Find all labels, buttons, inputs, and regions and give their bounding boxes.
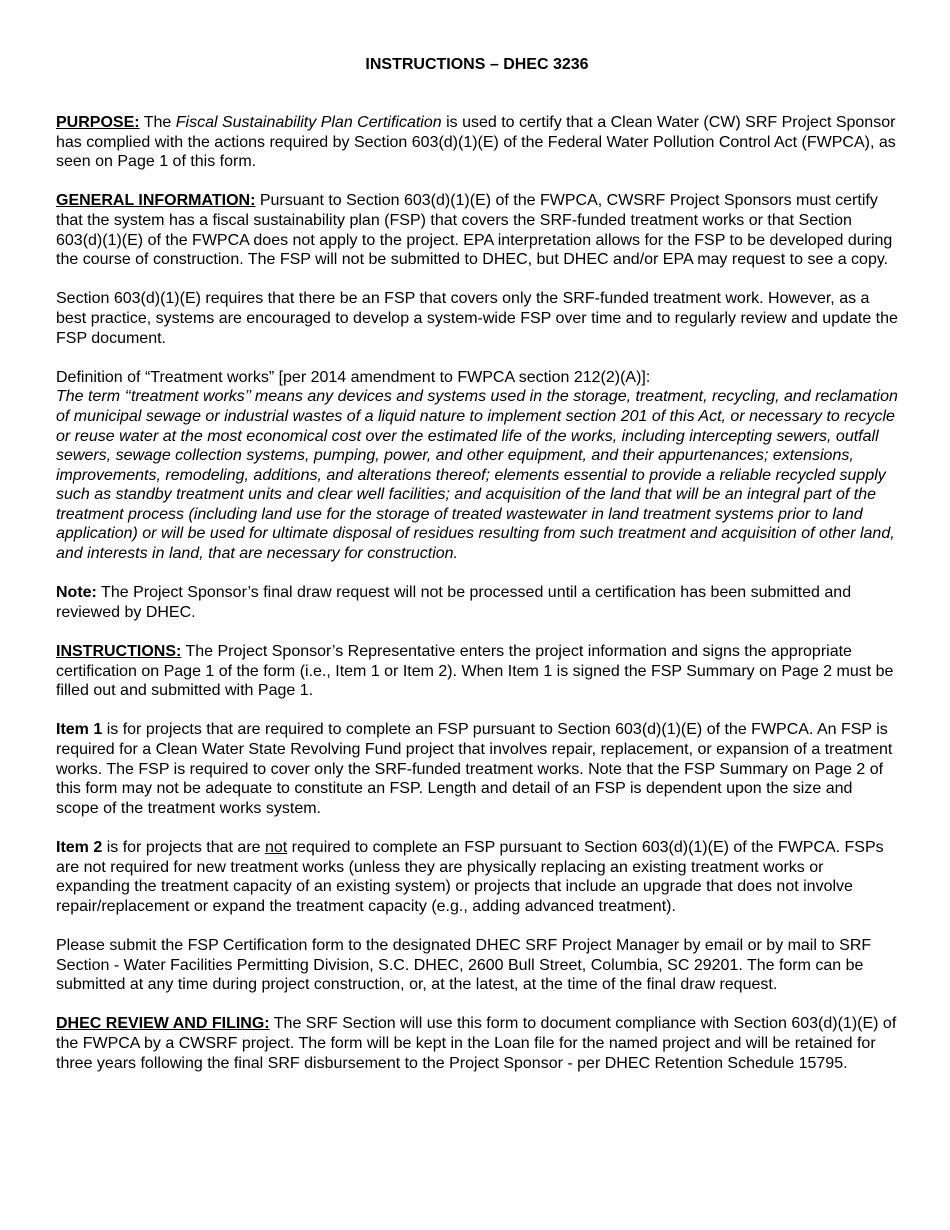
definition-intro: Definition of “Treatment works” [per 2014 amendment to FWPCA section 212(2)(A)]:: [56, 368, 651, 386]
item2-not: not: [264, 838, 288, 856]
note-label: Note:: [56, 584, 97, 602]
purpose-label: PURPOSE:: [56, 114, 140, 131]
definition-text: The term ‘‘treatment works’’ means any devices and systems used in the storage, treatment, recycling, and reclamation of municipal sewage or industrial wastes of a liquid nature to implement section 201 of this Act, or necessary to recycle or reuse water at the most economical cost over the estimated life of the works, including intercepting sewers, outfall sewers, sewage collection systems, pumping, power, and other equipment, and their appurtenances; extensions, improvements, remodeling, additions, and alterations thereof; elements essential to provide a reliable recycled supply such as standby treatment units and clear well facilities; and acquisition of the land that will be an integral part of the treatment process (including land use for the storage of treated wastewater in land treatment systems prior to land application) or will be used for ultimate disposal of residues resulting from such treatment and acquisition of other land, and interests in land, that are necessary for construction.: [56, 388, 898, 563]
instructions-text: The Project Sponsor’s Representative enters the project information and signs the appropriate certification on Page 1 of the form (i.e., Item 1 or Item 2). When Item 1 is signed the FSP Summary on Page 2 must be filled out and submitted with Page 1.: [56, 643, 894, 700]
document-title: INSTRUCTIONS – DHEC 3236: [365, 56, 589, 73]
note-text: The Project Sponsor’s final draw request will not be processed until a certification has been submitted and reviewed by DHEC.: [56, 584, 852, 621]
purpose-form-name: Fiscal Sustainability Plan Certification: [175, 114, 442, 131]
item2-pre: is for projects that are: [102, 838, 265, 856]
section-paragraph: Section 603(d)(1)(E) requires that there be an FSP that covers only the SRF-funded treatment work. However, as a best practice, systems are encouraged to develop a system-wide FSP over time and to regularly review and update the FSP document.: [56, 290, 898, 347]
item2-text: required to complete an FSP pursuant to Section 603(d)(1)(E) of the FWPCA. FSPs are not required for new treatment works (unless they are physically replacing an existing treatment works or expanding the treatment capacity of an existing system) or projects that include an upgrade that does not involve repair/replacement or expand the treatment capacity (e.g., adding advanced treatment).: [56, 838, 884, 915]
review-paragraph: [56, 1014, 898, 1073]
item1-label: Item 1: [56, 721, 103, 739]
submit-paragraph: Please submit the FSP Certification form to the designated DHEC SRF Project Manager by email or by mail to SRF Section - Water Facilities Permitting Division, S.C. DHEC, 2600 Bull Street, Columbia, SC 29201. The form can be submitted at any time during project construction, or, at the latest, at the time of the final draw request.: [56, 936, 872, 994]
purpose-pre: The: [139, 114, 176, 131]
item2-label: Item 2: [56, 838, 103, 856]
general-information-paragraph: [56, 191, 898, 269]
general-information-label: GENERAL INFORMATION:: [56, 192, 256, 210]
instructions-page: [56, 55, 898, 1093]
review-text: The SRF Section will use this form to document compliance with Section 603(d)(1)(E) of the FWPCA by a CWSRF project. The form will be kept in the Loan file for the named project and will be retained for three years following the final SRF disbursement to the Project Sponsor - per DHEC Retention Schedule 15795.: [56, 1015, 897, 1072]
item1-paragraph: [56, 720, 898, 818]
purpose-text: is used to certify that a Clean Water (CW) SRF Project Sponsor has complied with the actions required by Section 603(d)(1)(E) of the Federal Water Pollution Control Act (FWPCA), as seen on Page 1 of this form.: [56, 114, 896, 171]
item2-paragraph: [56, 838, 898, 916]
general-information-text: Pursuant to Section 603(d)(1)(E) of the FWPCA, CWSRF Project Sponsors must certify that the system has a fiscal sustainability plan (FSP) that covers the SRF-funded treatment works or that Section 603(d)(1)(E) of the FWPCA does not apply to the project. EPA interpretation allows for the FSP to be developed during the course of construction. The FSP will not be submitted to DHEC, but DHEC and/or EPA may request to see a copy.: [56, 192, 893, 269]
review-label: DHEC REVIEW AND FILING:: [56, 1015, 270, 1033]
item1-text: is for projects that are required to complete an FSP pursuant to Section 603(d)(1)(E) of the FWPCA. An FSP is required for a Clean Water State Revolving Fund project that involves repair, replacement, or expansion of a treatment works. The FSP is required to cover only the SRF-funded treatment works. Note that the FSP Summary on Page 2 of this form may not be adequate to constitute an FSP. Length and detail of an FSP is dependent upon the size and scope of the treatment works system.: [56, 721, 893, 817]
note-paragraph: [56, 583, 898, 622]
purpose-paragraph: [56, 113, 898, 172]
instructions-paragraph: [56, 642, 898, 701]
instructions-label: INSTRUCTIONS:: [56, 643, 182, 661]
